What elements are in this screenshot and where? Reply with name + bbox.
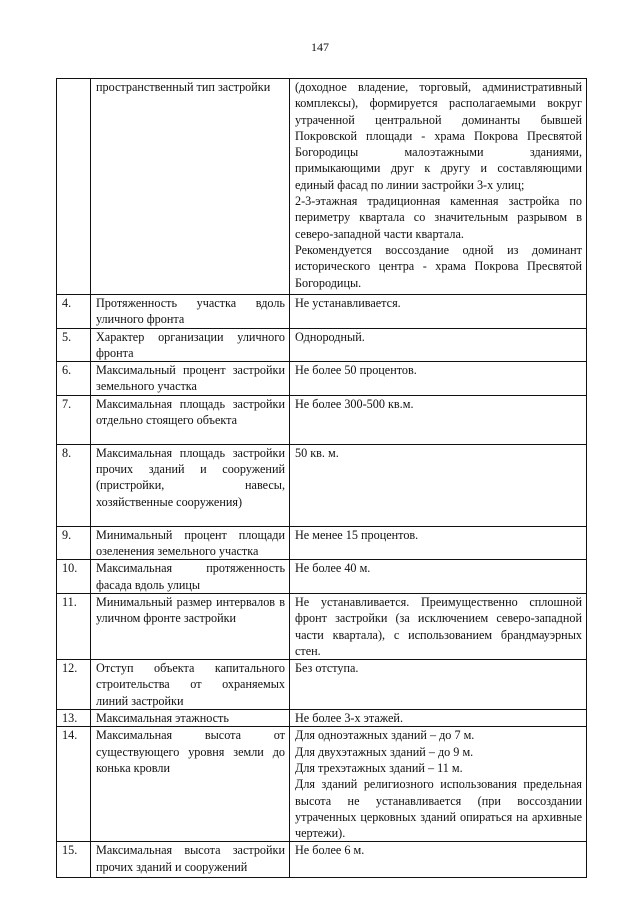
table-row <box>57 727 587 842</box>
value-paragraph: Рекомендуется воссоздание одной из доминант исторического центра - храма Покрова Пресвятой Богородицы. <box>295 242 582 290</box>
value-paragraph: 2-3-этажная традиционная каменная застройка по периметру квартала со значительным разрывом в северо-западной части квартала. <box>295 194 582 241</box>
parameter-name: Минимальный процент площади озеленения земельного участка <box>91 526 290 560</box>
parameter-value: Не менее 15 процентов. <box>290 526 587 560</box>
row-number: 7. <box>57 395 91 444</box>
parameter-value: Однородный. <box>290 328 587 362</box>
row-number: 5. <box>57 328 91 362</box>
parameter-name: Минимальный размер интервалов в уличном фронте застройки <box>91 593 290 659</box>
parameter-name: Отступ объекта капитального строительства от охраняемых линий застройки <box>91 660 290 710</box>
table-row <box>57 79 587 295</box>
parameter-name: пространственный тип застройки <box>91 79 290 295</box>
parameter-value: Не более 3-х этажей. <box>290 710 587 727</box>
table-row <box>57 362 587 396</box>
parameter-name: Максимальная протяженность фасада вдоль улицы <box>91 560 290 594</box>
parameter-value: 50 кв. м. <box>290 444 587 526</box>
table-row <box>57 593 587 659</box>
parameter-value <box>290 79 587 295</box>
parameter-value: Не устанавливается. Преимущественно сплошной фронт застройки (за исключением северо-западной части квартала), с использованием брандмауэрных стен. <box>290 593 587 659</box>
parameter-value: Не более 300-500 кв.м. <box>290 395 587 444</box>
table-row <box>57 328 587 362</box>
row-number: 6. <box>57 362 91 396</box>
row-number: 4. <box>57 295 91 329</box>
table-row <box>57 395 587 444</box>
table-row <box>57 560 587 594</box>
value-paragraph: Для зданий религиозного использования предельная высота не устанавливается (при воссоздании утраченных церковных зданий опираться на архивные чертежи). <box>295 777 582 841</box>
row-number: 10. <box>57 560 91 594</box>
regulations-table <box>56 78 587 878</box>
parameter-name: Максимальная площадь застройки прочих зданий и сооружений (пристройки, навесы, хозяйственные сооружения) <box>91 444 290 526</box>
parameter-name: Максимальная высота застройки прочих зданий и сооружений <box>91 842 290 878</box>
page-number: 147 <box>311 40 329 54</box>
row-number: 11. <box>57 593 91 659</box>
row-number: 9. <box>57 526 91 560</box>
parameter-value: Не более 40 м. <box>290 560 587 594</box>
parameter-name: Максимальная этажность <box>91 710 290 727</box>
row-number: 13. <box>57 710 91 727</box>
parameter-value: Без отступа. <box>290 660 587 710</box>
table-row <box>57 660 587 710</box>
parameter-value: Не более 50 процентов. <box>290 362 587 396</box>
value-paragraph: Для трехэтажных зданий – 11 м. <box>295 760 463 775</box>
parameter-name: Протяженность участка вдоль уличного фронта <box>91 295 290 329</box>
table-row <box>57 295 587 329</box>
parameter-name: Максимальная высота от существующего уровня земли до конька кровли <box>91 727 290 842</box>
value-paragraph: (доходное владение, торговый, административный комплексы), формируется располагаемыми вокруг утраченной центральной доминанты бывшей Покровской площади - храма Покрова Пресвятой Богородицы малоэтажными зданиями, примыкающими друг к другу и составляющими единый фасад по линии застройки 3-х улиц; <box>295 80 582 192</box>
value-paragraph: Для двухэтажных зданий – до 9 м. <box>295 744 474 759</box>
parameter-value: Не устанавливается. <box>290 295 587 329</box>
value-paragraph: Для одноэтажных зданий – до 7 м. <box>295 728 475 743</box>
parameter-name: Характер организации уличного фронта <box>91 328 290 362</box>
parameter-name: Максимальная площадь застройки отдельно стоящего объекта <box>91 395 290 444</box>
row-number: 14. <box>57 727 91 842</box>
row-number: 15. <box>57 842 91 878</box>
table-row <box>57 526 587 560</box>
table-row <box>57 842 587 878</box>
parameter-value: Не более 6 м. <box>290 842 587 878</box>
row-number <box>57 79 91 295</box>
parameter-value <box>290 727 587 842</box>
table-row <box>57 710 587 727</box>
parameter-name: Максимальный процент застройки земельного участка <box>91 362 290 396</box>
row-number: 12. <box>57 660 91 710</box>
row-number: 8. <box>57 444 91 526</box>
table-row <box>57 444 587 526</box>
